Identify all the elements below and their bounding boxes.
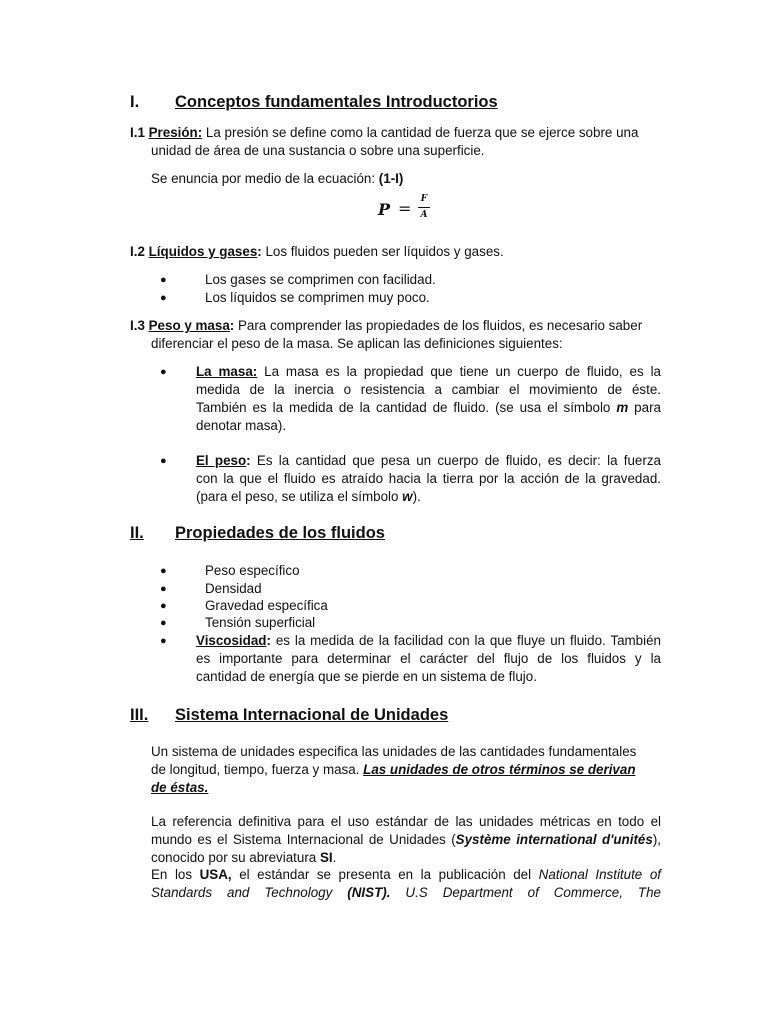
list-item: Los gases se comprimen con facilidad. <box>205 272 436 287</box>
peso-symbol: w <box>402 489 413 504</box>
formula-lhs: P <box>378 200 391 219</box>
si-p2-text-3c: . <box>332 850 337 865</box>
formula-bar <box>418 207 430 208</box>
bullet-dot: ● <box>160 617 167 629</box>
equation-intro <box>151 170 403 188</box>
bullet-dot: ● <box>160 274 167 286</box>
peso-line2: con la que el fluido es atraído hacia la tierra por la acción de la gravedad. <box>196 471 661 486</box>
section-1-title: Conceptos fundamentales Introductorios <box>175 93 498 111</box>
section-3-number: III. <box>130 706 149 724</box>
si-p2-line3 <box>151 849 336 867</box>
item-1-2-term: Líquidos y gases <box>148 244 258 259</box>
si-french-name: Système international d'unités <box>455 832 653 847</box>
list-item: Los líquidos se comprimen muy poco. <box>205 290 430 305</box>
si-p2-text-4a: En los <box>151 867 200 882</box>
section-2-heading <box>130 523 385 543</box>
viscosidad-line1 <box>196 632 661 650</box>
peso-term: El peso <box>196 453 247 468</box>
peso-text-3a: (para el peso, se utiliza el símbolo <box>196 489 403 504</box>
formula-numerator: F <box>420 194 428 204</box>
peso-colon: : <box>246 453 251 468</box>
masa-line3 <box>196 399 661 417</box>
si-p1-text-2a: de longitud, tiempo, fuerza y masa. <box>151 762 364 777</box>
bullet-dot: ● <box>160 455 167 467</box>
list-item: Densidad <box>205 581 262 596</box>
item-1-3-line1 <box>130 317 662 335</box>
masa-symbol: m <box>616 400 629 415</box>
si-p2-line1: La referencia definitiva para el uso estándar de las unidades métricas en todo el <box>151 814 661 829</box>
list-item: Peso específico <box>205 563 300 578</box>
equation-intro-text: Se enuncia por medio de la ecuación: <box>151 171 379 186</box>
si-p2-text-3a: conocido por su abreviatura <box>151 850 320 865</box>
section-3-title: Sistema Internacional de Unidades <box>175 706 449 724</box>
item-1-3-text: Para comprender las propiedades de los fluidos, es necesario saber <box>234 318 643 333</box>
item-1-1-line2: unidad de área de una sustancia o sobre una superficie. <box>151 143 485 158</box>
viscosidad-line3: cantidad de energía que se pierde en un sistema de flujo. <box>196 669 537 684</box>
item-1-1-number: I.1 <box>130 125 145 140</box>
item-1-2-number: I.2 <box>130 244 145 259</box>
item-1-3-term: Peso y masa <box>148 318 230 333</box>
si-p2-line2 <box>151 831 661 849</box>
peso-text-1: Es la cantidad que pesa un cuerpo de fluido, es decir: la fuerza <box>250 453 661 468</box>
si-nist-abbrev: (NIST). <box>347 885 391 900</box>
si-p1-line1: Un sistema de unidades especifica las unidades de las cantidades fundamentales <box>151 744 637 759</box>
bullet-dot: ● <box>160 583 167 595</box>
si-p1-line3: de éstas. <box>151 780 209 795</box>
bullet-dot: ● <box>160 565 167 577</box>
bullet-dot: ● <box>160 366 167 378</box>
item-1-3-colon: : <box>229 318 235 333</box>
formula-equals: = <box>398 199 412 218</box>
si-usa: USA, <box>199 867 232 882</box>
bullet-dot: ● <box>160 635 167 647</box>
peso-text-3b: ). <box>412 489 421 504</box>
peso-line1 <box>196 452 661 470</box>
masa-line2: medida de la inercia o resistencia a cambiar el movimiento de éste. <box>196 382 661 397</box>
si-p1-line2 <box>151 761 636 779</box>
section-2-title: Propiedades de los fluidos <box>175 524 385 542</box>
masa-line1 <box>196 363 661 381</box>
si-p1-emphasis: Las unidades de otros términos se derivan <box>363 762 636 777</box>
item-1-1-text: La presión se define como la cantidad de fuerza que se ejerce sobre una <box>202 125 639 140</box>
si-p2-line4 <box>151 866 661 884</box>
viscosidad-term: Viscosidad <box>196 633 267 648</box>
section-2-number: II. <box>130 524 144 542</box>
item-1-2-colon: : <box>257 244 262 259</box>
list-item: Gravedad específica <box>205 598 328 613</box>
formula-denominator: A <box>420 210 428 220</box>
formula-fraction <box>418 194 430 221</box>
bullet-dot: ● <box>160 292 167 304</box>
item-1-2-text: Los fluidos pueden ser líquidos y gases. <box>261 244 504 259</box>
masa-term: La masa: <box>196 364 258 379</box>
masa-text-1: La masa es la propiedad que tiene un cuerpo de fluido, es la <box>257 364 661 379</box>
viscosidad-colon: : <box>266 633 271 648</box>
si-nist-name-1: National Institute of <box>538 867 661 882</box>
si-p2-line5 <box>151 884 661 902</box>
si-p2-text-5c: U.S Department of Commerce, The <box>390 885 661 900</box>
masa-line4: denotar masa). <box>196 418 287 433</box>
list-item: Tensión superficial <box>205 615 316 630</box>
viscosidad-text-1: es la medida de la facilidad con la que fluye un fluido. También <box>270 633 661 648</box>
bullet-dot: ● <box>160 600 167 612</box>
viscosidad-line2: es importante para determinar el carácter del flujo de los fluidos y la <box>196 651 661 666</box>
si-p2-text-2a: mundo es el Sistema Internacional de Unidades ( <box>151 832 456 847</box>
si-nist-name-2: Standards and Technology <box>151 885 348 900</box>
section-3-heading <box>130 705 448 725</box>
section-1-heading <box>130 92 498 112</box>
si-p2-text-4c: el estándar se presenta en la publicación del <box>231 867 539 882</box>
item-1-1-term: Presión: <box>148 125 203 140</box>
item-1-3-number: I.3 <box>130 318 145 333</box>
peso-line3 <box>196 488 421 506</box>
pressure-formula <box>378 194 438 228</box>
si-p2-text-2c: ), <box>652 832 661 847</box>
item-1-2-line1 <box>130 243 504 261</box>
equation-ref: (1-I) <box>378 171 404 186</box>
item-1-1-line1 <box>130 124 662 142</box>
masa-text-3b: para <box>628 400 661 415</box>
masa-text-3a: También es la medida de la cantidad de fluido. (se usa el símbolo <box>196 400 617 415</box>
item-1-3-line2: diferenciar el peso de la masa. Se aplican las definiciones siguientes: <box>151 336 563 351</box>
section-1-number: I. <box>130 93 140 111</box>
si-abbrev: SI <box>319 850 333 865</box>
